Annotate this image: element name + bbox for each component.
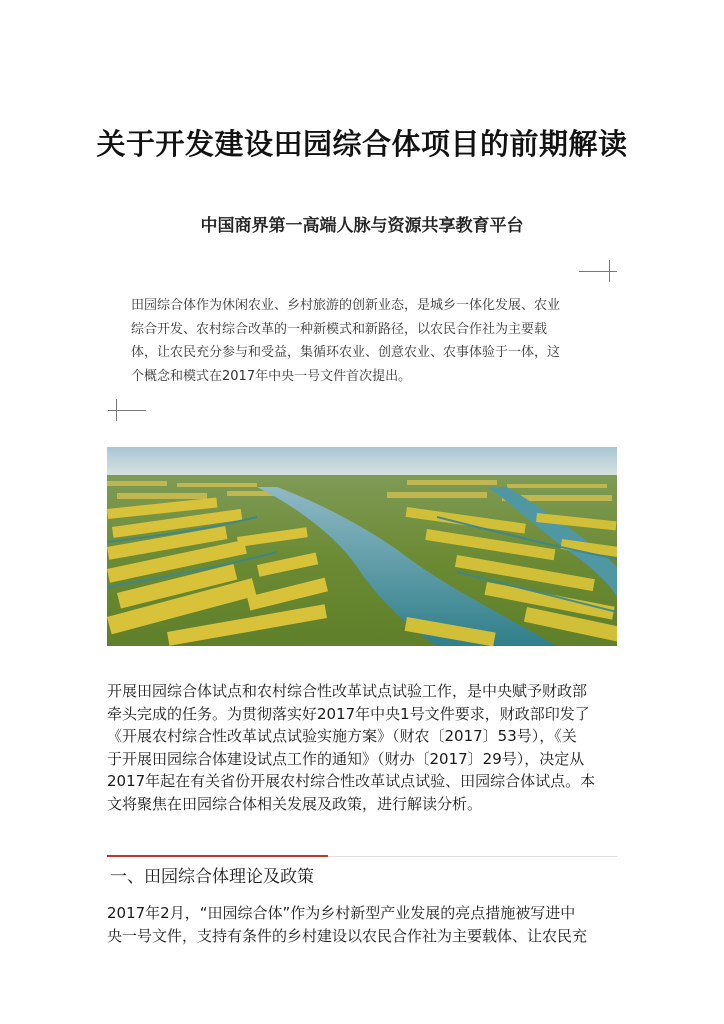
body-line: 2017年2月，“田园综合体”作为乡村新型产业发展的亮点措施被写进中 — [107, 904, 576, 922]
intro-line: 田园综合体作为休闲农业、乡村旅游的创新业态，是城乡一体化发展、农业 — [131, 298, 561, 313]
body-line: 央一号文件，支持有条件的乡村建设以农民合作社为主要载体、让农民充 — [107, 927, 588, 945]
body-line: 于开展田园综合体建设试点工作的通知》（财办〔2017〕29号），决定从 — [107, 749, 585, 768]
body-line: 开展田园综合体试点和农村综合性改革试点试验工作，是中央赋予财政部 — [107, 682, 588, 700]
section-accent-bar — [107, 855, 328, 857]
body-line: 《开展农村综合性改革试点试验实施方案》（财农〔2017〕53号），《关 — [107, 727, 577, 745]
body-paragraph-1 — [107, 680, 627, 815]
article-title: 关于开发建设田园综合体项目的前期解读 — [96, 127, 628, 161]
body-line: 文将聚焦在田园综合体相关发展及政策，进行解读分析。 — [107, 794, 483, 813]
aerial-farmland-photo — [107, 447, 617, 646]
intro-line: 体，让农民充分参与和受益，集循环农业、创意农业、农事体验于一体，这 — [131, 345, 561, 360]
article-subtitle: 中国商界第一高端人脉与资源共享教育平台 — [200, 216, 524, 236]
body-paragraph-2 — [107, 902, 627, 948]
body-line: 牵头完成的任务。为贯彻落实好2017年中央1号文件要求，财政部印发了 — [107, 704, 590, 723]
corner-mark-top-right — [579, 260, 617, 282]
body-line: 2017年起在有关省份开展农村综合性改革试点试验、田园综合体试点。本 — [107, 772, 596, 790]
intro-quote — [131, 294, 591, 388]
intro-line: 综合开发、农村综合改革的一种新模式和新路径，以农民合作社为主要载 — [131, 321, 548, 337]
corner-mark-bottom-left — [108, 399, 146, 421]
section-heading: 一、田园综合体理论及政策 — [110, 867, 314, 887]
intro-line: 个概念和模式在2017年中央一号文件首次提出。 — [131, 368, 412, 384]
